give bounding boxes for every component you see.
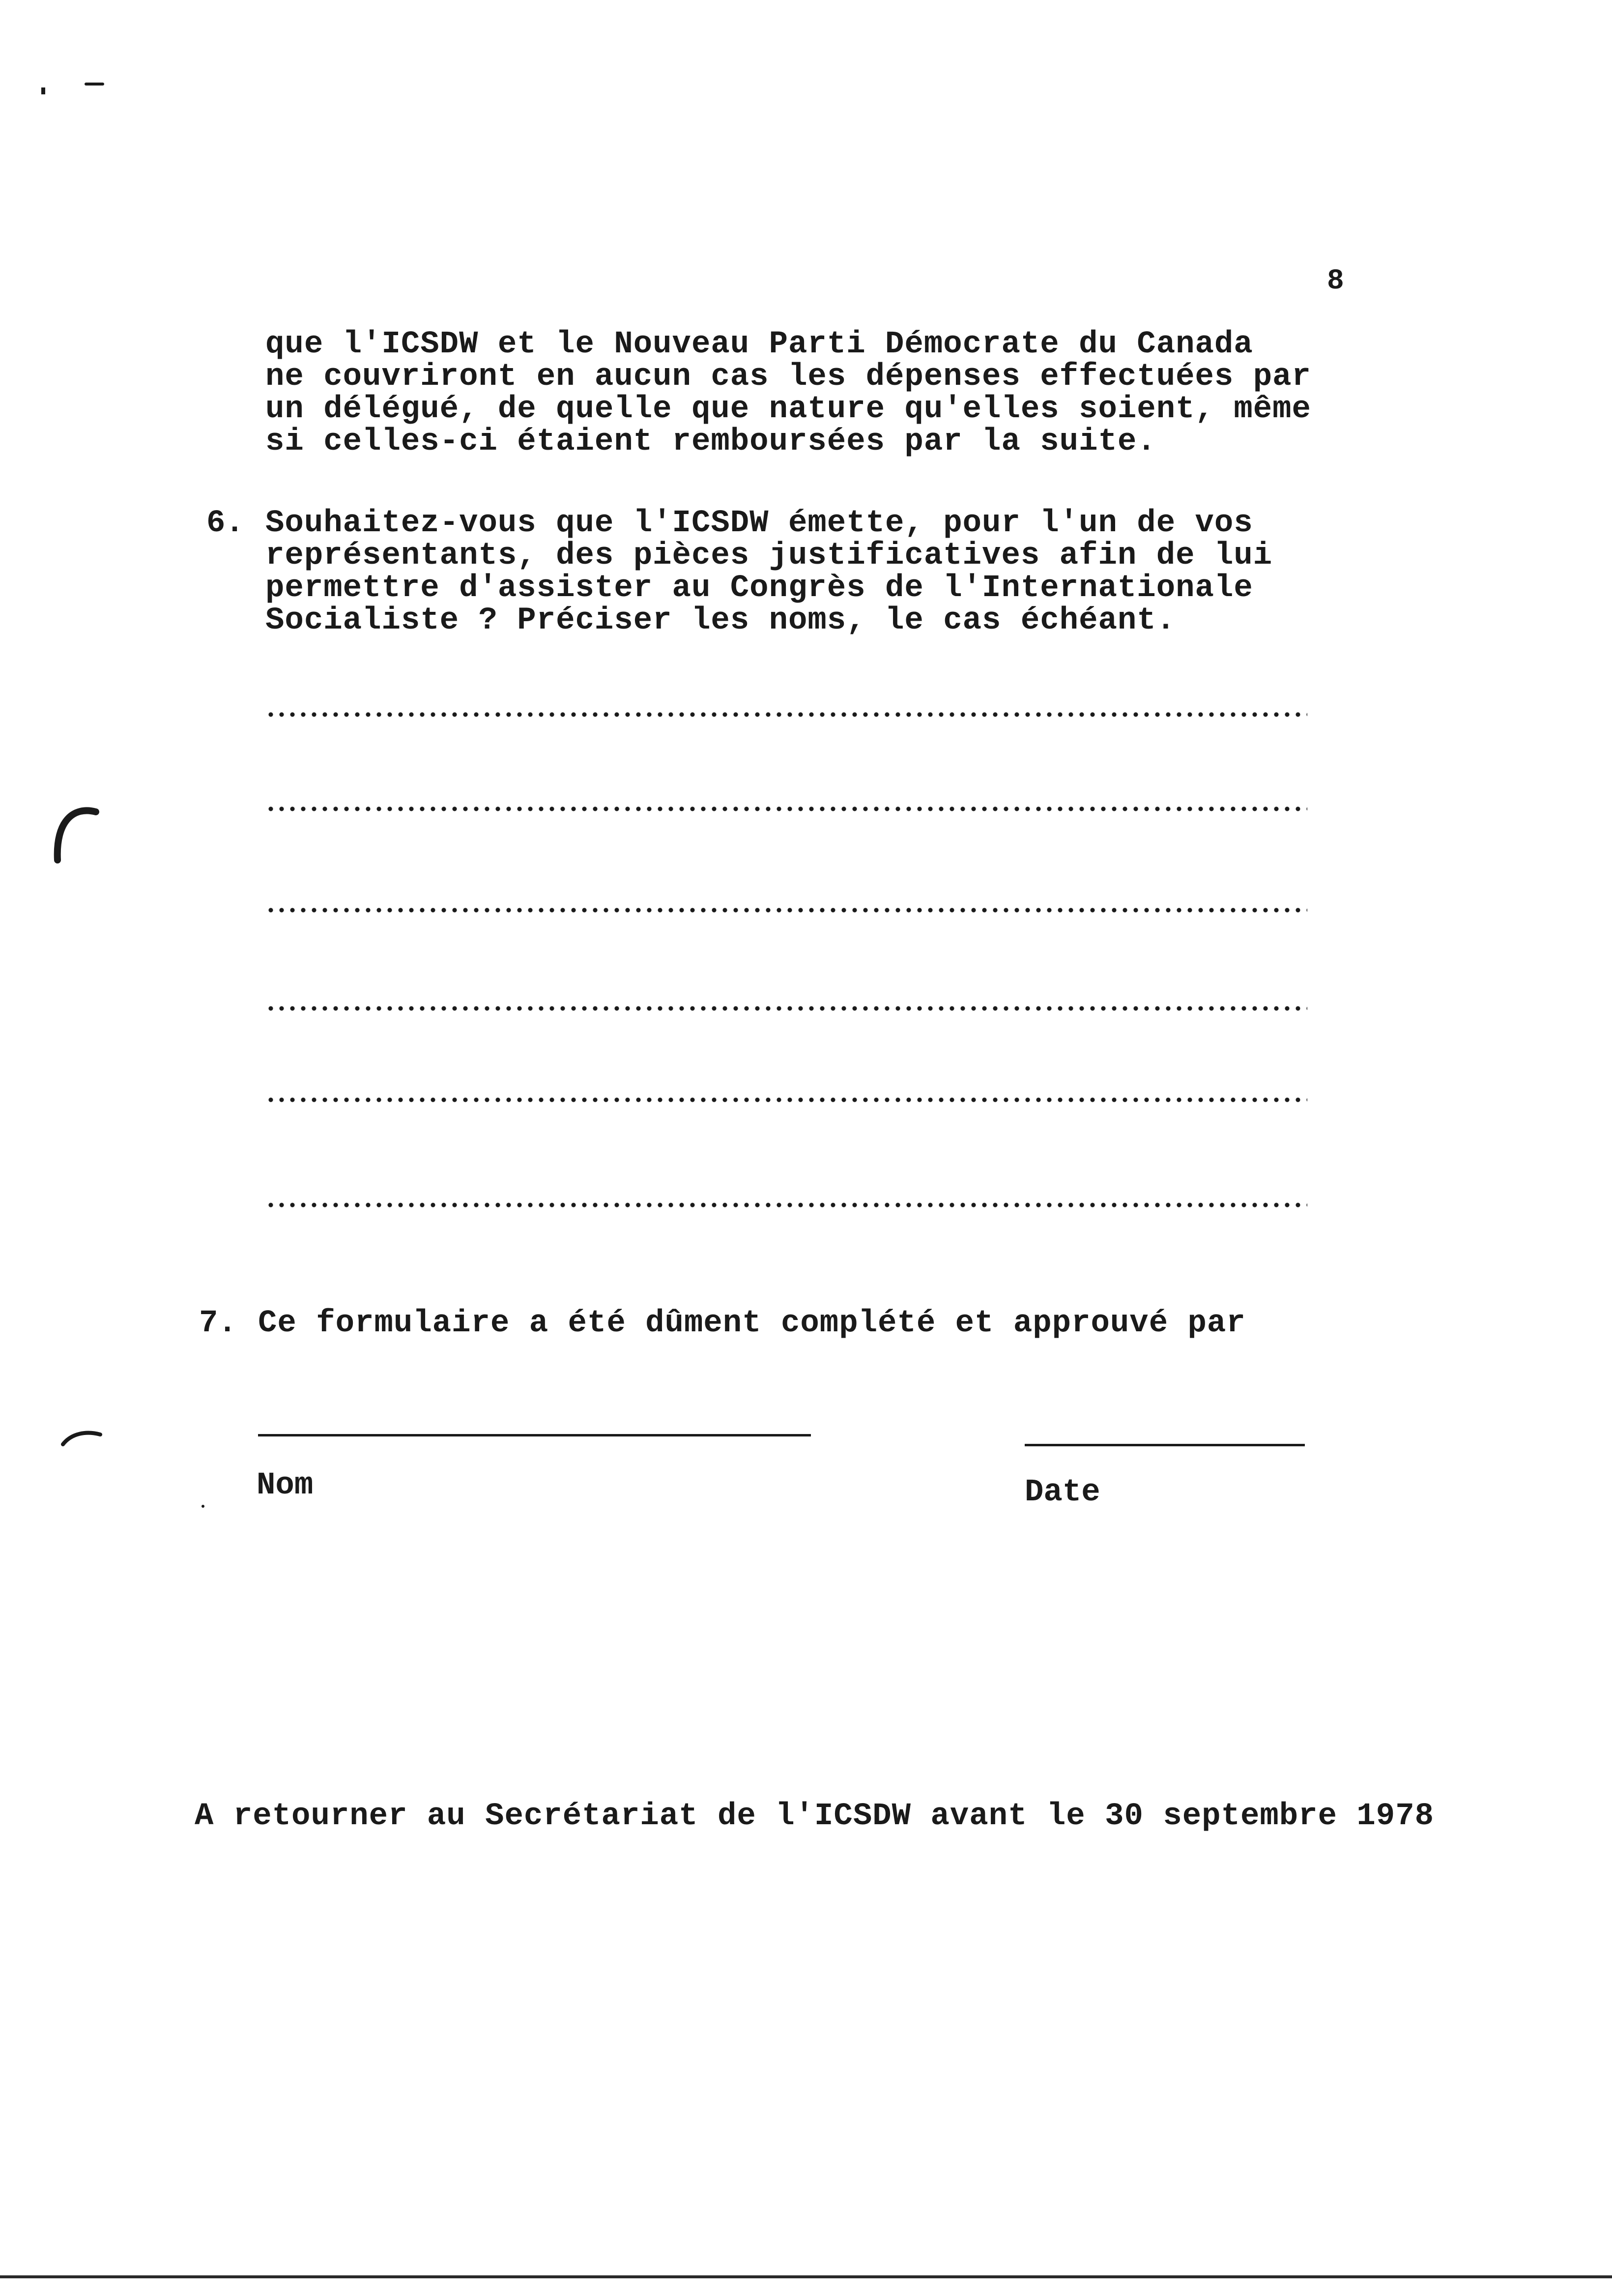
question-6-line: Souhaitez-vous que l'ICSDW émette, pour l'un de vos bbox=[265, 506, 1253, 541]
punch-hole-mark-lower bbox=[59, 1428, 103, 1447]
punch-hole-mark bbox=[47, 806, 101, 865]
paragraph-line: ne couvriront en aucun cas les dépenses effectuées par bbox=[265, 359, 1311, 395]
date-signature-line[interactable] bbox=[1025, 1444, 1305, 1446]
answer-dotted-line[interactable] bbox=[265, 1005, 1307, 1011]
return-instruction: A retourner au Secrétariat de l'ICSDW avant le 30 septembre 1978 bbox=[195, 1799, 1434, 1834]
scan-bottom-edge bbox=[0, 2275, 1612, 2278]
answer-dotted-line[interactable] bbox=[265, 907, 1307, 913]
page-number: 8 bbox=[1327, 265, 1344, 297]
date-label: Date bbox=[1025, 1475, 1100, 1510]
answer-dotted-line[interactable] bbox=[265, 1097, 1307, 1103]
paragraph-line: que l'ICSDW et le Nouveau Parti Démocrate du Canada bbox=[265, 327, 1253, 362]
scan-mark-top-left-2 bbox=[85, 83, 104, 86]
scan-mark-top-left bbox=[41, 87, 45, 94]
question-6-line: Socialiste ? Préciser les noms, le cas échéant. bbox=[265, 603, 1176, 638]
answer-dotted-line[interactable] bbox=[265, 1202, 1307, 1208]
question-6-number: 6. bbox=[206, 506, 244, 541]
question-7-number: 7. bbox=[199, 1306, 237, 1341]
question-6-line: représentants, des pièces justificatives afin de lui bbox=[265, 538, 1273, 574]
question-6-line: permettre d'assister au Congrès de l'Internationale bbox=[265, 571, 1253, 606]
scan-dot bbox=[202, 1505, 204, 1508]
question-7-text: Ce formulaire a été dûment complété et approuvé par bbox=[258, 1306, 1246, 1341]
paragraph-line: si celles-ci étaient remboursées par la suite. bbox=[265, 424, 1156, 459]
name-signature-line[interactable] bbox=[258, 1434, 811, 1436]
answer-dotted-line[interactable] bbox=[265, 712, 1307, 718]
paragraph-line: un délégué, de quelle que nature qu'elles soient, même bbox=[265, 392, 1311, 427]
name-label: Nom bbox=[257, 1468, 314, 1503]
answer-dotted-line[interactable] bbox=[265, 806, 1307, 812]
